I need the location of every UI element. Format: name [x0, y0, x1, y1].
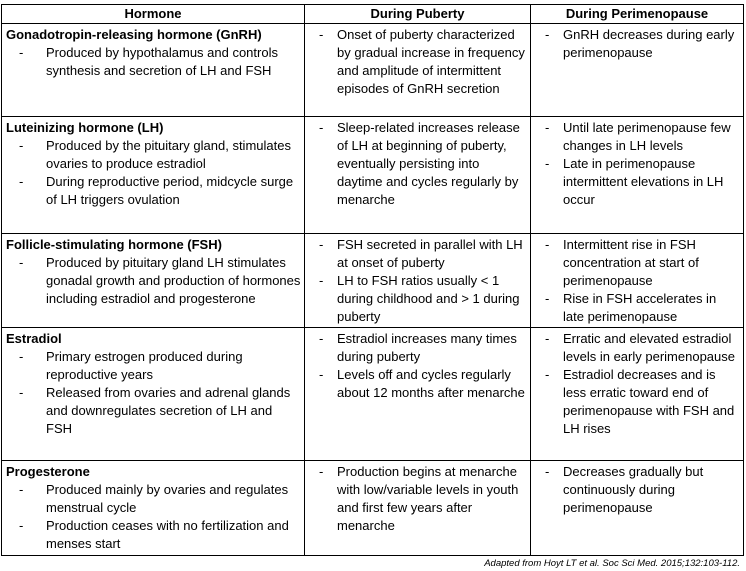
table-row [2, 461, 744, 556]
perimenopause-cell [531, 24, 744, 117]
puberty-cell [305, 461, 531, 556]
list-item: - FSH secreted in parallel with LH at onset of puberty [309, 236, 527, 272]
perimenopause-cell [531, 234, 744, 328]
list-item: - Estradiol increases many times during puberty [309, 330, 527, 366]
perimenopause-cell [531, 328, 744, 461]
list-item: - Decreases gradually but continuously during perimenopause [535, 463, 740, 517]
list-item: - Levels off and cycles regularly about 12 months after menarche [309, 366, 527, 402]
hormone-name: Luteinizing hormone (LH) [6, 120, 164, 135]
puberty-cell [305, 328, 531, 461]
list-item: - Produced by the pituitary gland, stimulates ovaries to produce estradiol [6, 137, 301, 173]
list-item: - Produced mainly by ovaries and regulates menstrual cycle [6, 481, 301, 517]
table-row [2, 24, 744, 117]
list-item: - Production ceases with no fertilization and menses start [6, 517, 301, 553]
table-row [2, 234, 744, 328]
hormone-cell [2, 24, 305, 117]
hormone-name: Progesterone [6, 464, 90, 479]
source-caption: Adapted from Hoyt LT et al. Soc Sci Med. 2015;132:103-112. [484, 558, 740, 569]
puberty-cell [305, 24, 531, 117]
list-item: - Produced by hypothalamus and controls synthesis and secretion of LH and FSH [6, 44, 301, 80]
hormone-cell [2, 461, 305, 556]
hormone-cell [2, 328, 305, 461]
hormone-table [1, 4, 744, 556]
hormone-points [6, 44, 301, 80]
hormone-name: Follicle-stimulating hormone (FSH) [6, 237, 222, 252]
puberty-cell [305, 117, 531, 234]
list-item: - Rise in FSH accelerates in late perimenopause [535, 290, 740, 326]
perimenopause-cell [531, 461, 744, 556]
perimenopause-cell [531, 117, 744, 234]
header-hormone: Hormone [2, 5, 305, 24]
header-row [2, 5, 744, 24]
hormone-name: Gonadotropin-releasing hormone (GnRH) [6, 27, 262, 42]
hormone-name: Estradiol [6, 331, 62, 346]
list-item: - During reproductive period, midcycle surge of LH triggers ovulation [6, 173, 301, 209]
list-item: - Until late perimenopause few changes in LH levels [535, 119, 740, 155]
table-row [2, 328, 744, 461]
puberty-cell [305, 234, 531, 328]
list-item: - Primary estrogen produced during reproductive years [6, 348, 301, 384]
hormone-cell [2, 234, 305, 328]
list-item: - Onset of puberty characterized by gradual increase in frequency and amplitude of intermittent episodes of GnRH secretion [309, 26, 527, 98]
hormone-cell [2, 117, 305, 234]
list-item: - Estradiol decreases and is less erratic toward end of perimenopause with FSH and LH rises [535, 366, 740, 438]
list-item: - GnRH decreases during early perimenopause [535, 26, 740, 62]
list-item: - Sleep-related increases release of LH at beginning of puberty, eventually persisting into daytime and cycles regularly by menarche [309, 119, 527, 209]
list-item: - Released from ovaries and adrenal glands and downregulates secretion of LH and FSH [6, 384, 301, 438]
list-item: - Intermittent rise in FSH concentration at start of perimenopause [535, 236, 740, 290]
list-item: - Produced by pituitary gland LH stimulates gonadal growth and production of hormones including estradiol and progesterone [6, 254, 301, 308]
list-item: - Late in perimenopause intermittent elevations in LH occur [535, 155, 740, 209]
header-puberty: During Puberty [305, 5, 531, 24]
header-perimenopause: During Perimenopause [531, 5, 744, 24]
list-item: - LH to FSH ratios usually < 1 during childhood and > 1 during puberty [309, 272, 527, 326]
list-item: - Production begins at menarche with low/variable levels in youth and first few years after menarche [309, 463, 527, 535]
table-row [2, 117, 744, 234]
list-item: - Erratic and elevated estradiol levels in early perimenopause [535, 330, 740, 366]
